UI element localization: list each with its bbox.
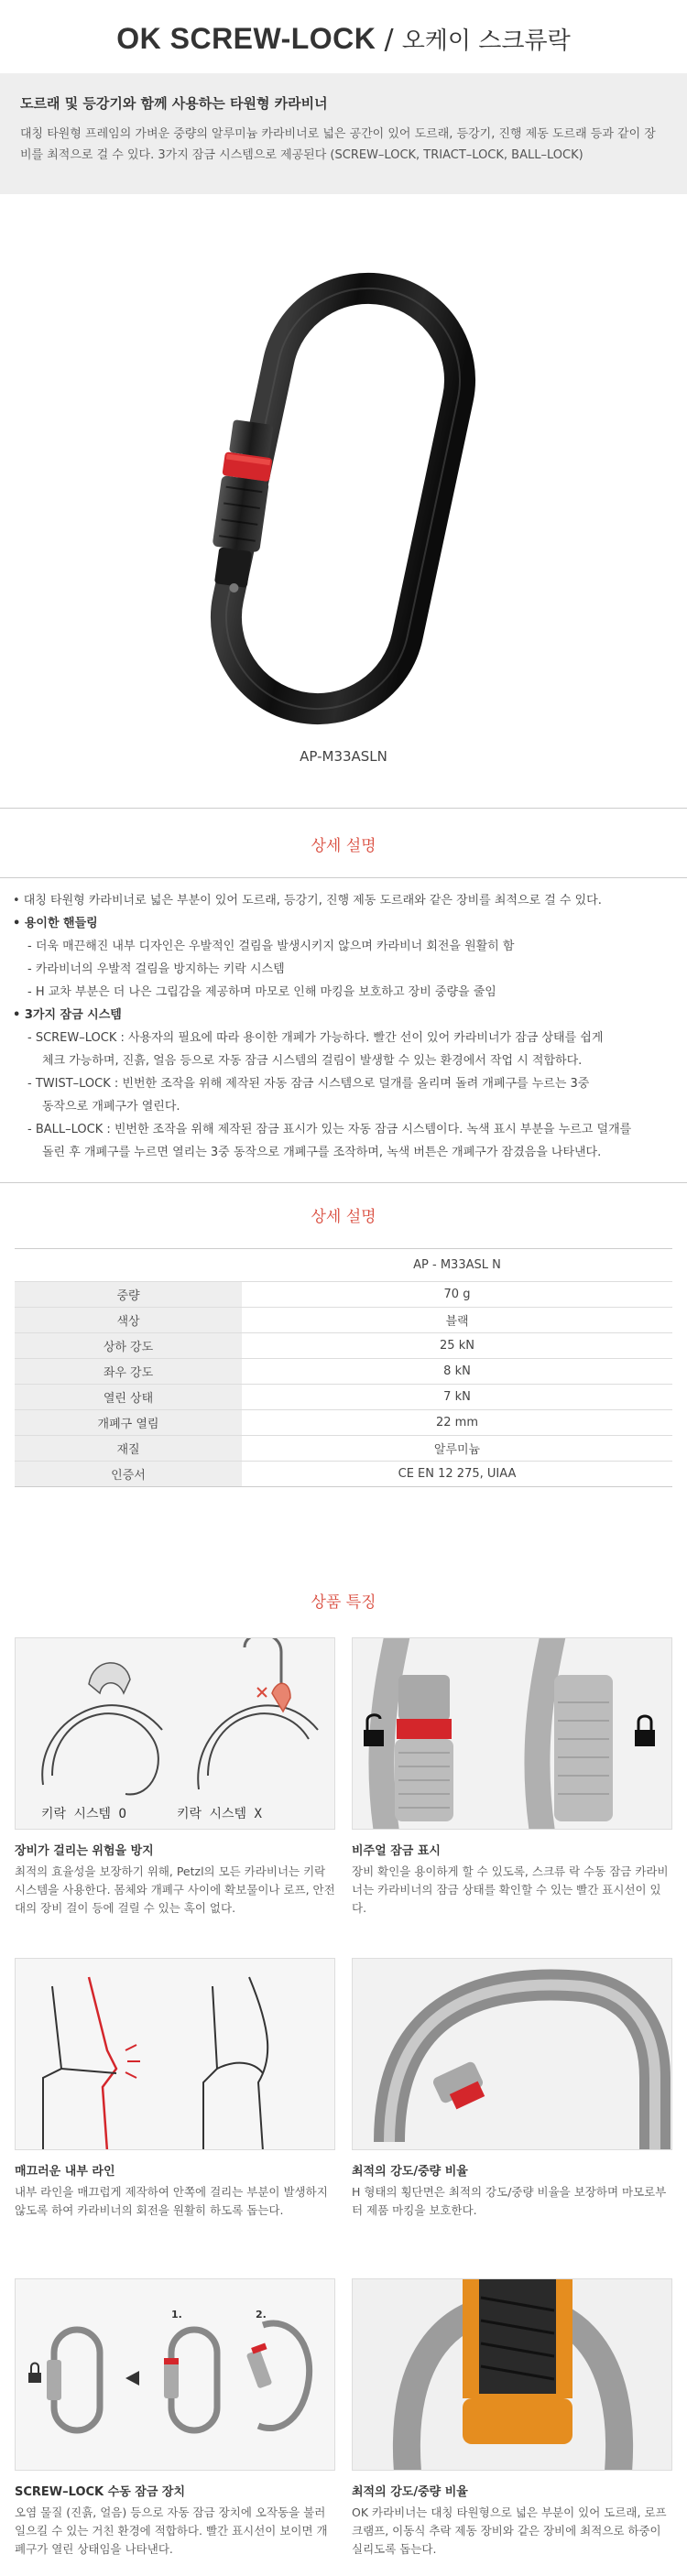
detail-line: 돌린 후 개폐구를 누르면 열리는 3중 동작으로 개폐구를 조작하며, 녹색 버튼은 개폐구가 잠겼음을 나타낸다.	[42, 1146, 602, 1159]
spec-key: 중량	[15, 1282, 242, 1308]
feature-title: 최적의 강도/중량 비율	[352, 2485, 468, 2499]
smooth-line-drawing	[16, 1959, 335, 2150]
details-list	[0, 889, 687, 1164]
carabiner-product-image	[0, 194, 687, 771]
spec-value: 7 kN	[242, 1385, 672, 1410]
details-divider	[0, 877, 687, 878]
intro-heading: 도르래 및 등강기와 함께 사용하는 타원형 카라비너	[20, 95, 328, 112]
feature-body: H 형태의 횡단면은 최적의 강도/중량 비율을 보장하며 마모로부터 제품 마킹을 보호한다.	[352, 2185, 667, 2217]
title-separator: /	[384, 24, 394, 56]
spec-key: 좌우 강도	[15, 1359, 242, 1385]
feature-title: 최적의 강도/중량 비율	[352, 2165, 468, 2179]
spec-key: 열린 상태	[15, 1385, 242, 1410]
spec-table-header	[15, 1249, 672, 1282]
model-name: OK SCREW-LOCK	[116, 22, 376, 55]
features-section-title: 상품 특징	[311, 1593, 376, 1612]
detail-line: - TWIST–LOCK : 빈번한 조작을 위해 제작된 자동 잠금 시스템으로 덜개를 올리며 돌려 개폐구를 누르는 3중	[27, 1077, 590, 1091]
page-title	[0, 0, 687, 73]
visual-lock-photo	[352, 1637, 672, 1830]
spec-key: 인증서	[15, 1462, 242, 1487]
detail-line: - 카라비너의 우발적 걸림을 방지하는 키락 시스템	[27, 962, 285, 976]
oval-shape-photo	[352, 2278, 672, 2471]
spec-row	[15, 1462, 672, 1487]
spec-row	[15, 1436, 672, 1462]
spec-header-model: AP - M33ASL N	[242, 1249, 672, 1282]
spec-value: 알루미늄	[242, 1436, 672, 1462]
smooth-line-illustration	[15, 1958, 335, 2150]
step2-label: 2.	[256, 2309, 267, 2321]
feature-body: 내부 라인을 매끄럽게 제작하여 안쪽에 걸리는 부분이 발생하지 않도록 하여 카라비너의 회전을 원활히 하도록 돕는다.	[15, 2185, 328, 2217]
spec-value: 블랙	[242, 1308, 672, 1333]
spec-header-blank	[15, 1249, 242, 1282]
spec-section-title: 상세 설명	[311, 1208, 376, 1226]
screw-lock-drawing	[16, 2279, 335, 2471]
product-image-area	[0, 194, 687, 771]
features-section	[0, 1589, 687, 2556]
spec-row	[15, 1385, 672, 1410]
feature-body: 오염 물질 (진흙, 얼음) 등으로 자동 잠금 장치에 오작동을 불러일으킬 수 있는 거친 환경에 적합하다. 빨간 표시선이 보이면 개폐구가 열린 상태임을 나타낸다.	[15, 2505, 328, 2556]
details-section-title: 상세 설명	[311, 837, 376, 855]
feature-title: 비주얼 잠금 표시	[352, 1844, 441, 1858]
detail-line: 동작으로 개폐구가 열린다.	[42, 1100, 180, 1114]
spec-row	[15, 1359, 672, 1385]
spec-row	[15, 1333, 672, 1359]
feature-body: OK 카라비너는 대칭 타원형으로 넓은 부분이 있어 도르래, 로프 크램프, 이동식 추락 제동 장비와 같은 장비에 최적으로 하중이 실리도록 돕는다.	[352, 2505, 667, 2556]
detail-line: 체크 가능하며, 진흙, 얼음 등으로 자동 잠금 시스템의 걸림이 발생할 수 있는 환경에서 작업 시 적합하다.	[42, 1054, 583, 1068]
spec-value: CE EN 12 275, UIAA	[242, 1462, 672, 1487]
detail-line: - H 교차 부분은 더 나은 그립감을 제공하며 마모로 인해 마킹을 보호하고 장비 중량을 줄임	[27, 985, 496, 999]
detail-line: • 대칭 타원형 카라비너로 넓은 부분이 있어 도르래, 등강기, 진행 제동 도르래와 같은 장비를 최적으로 걸 수 있다.	[13, 894, 602, 908]
feature-card-h-section	[352, 1958, 672, 2220]
keylock-caption-right: 키락 시스템 X	[177, 1807, 262, 1821]
detail-line: • 용이한 핸들링	[13, 917, 98, 930]
keylock-illustration	[15, 1637, 335, 1830]
feature-card-screw-lock	[15, 2278, 335, 2559]
spec-key: 색상	[15, 1308, 242, 1333]
detail-line: - 더욱 매끈해진 내부 디자인은 우발적인 걸림을 발생시키지 않으며 카라비너 회전을 원활히 함	[27, 940, 515, 953]
feature-card-visual-lock	[352, 1637, 672, 1918]
intro-box	[0, 73, 687, 194]
spec-key: 상하 강도	[15, 1333, 242, 1359]
intro-body: 대칭 타원형 프레임의 가벼운 중량의 알루미늄 카라비너로 넓은 공간이 있어 도르래, 등강기, 진행 제동 도르래 등과 같이 장비를 최적으로 걸 수 있다. 3가지 잠금 시스템으로 제공된다 (SCREW–LOCK, TRIACT–LOCK, BALL–LOCK)	[20, 127, 656, 162]
keylock-caption-left: 키락 시스템 O	[41, 1807, 126, 1821]
spec-table	[15, 1248, 672, 1487]
feature-title: 장비가 걸리는 위험을 방지	[15, 1844, 154, 1858]
feature-body: 장비 확인을 용이하게 할 수 있도록, 스크류 락 수동 잠금 카라비너는 카라비너의 잠금 상태를 확인할 수 있는 빨간 표시선이 있다.	[352, 1864, 669, 1915]
h-section-drawing	[353, 1959, 672, 2150]
oval-shape-drawing	[353, 2279, 672, 2471]
spec-row	[15, 1410, 672, 1436]
h-section-photo	[352, 1958, 672, 2150]
keylock-drawing	[16, 1638, 335, 1830]
feature-title: SCREW–LOCK 수동 잠금 장치	[15, 2485, 186, 2499]
detail-line: • 3가지 잠금 시스템	[13, 1008, 122, 1022]
spec-key: 재질	[15, 1436, 242, 1462]
feature-title: 매끄러운 내부 라인	[15, 2165, 115, 2179]
detail-line: - BALL–LOCK : 빈번한 조작을 위해 제작된 잠금 표시가 있는 자동 잠금 시스템이다. 녹색 표시 부분을 누르고 덜개를	[27, 1123, 632, 1136]
step1-label: 1.	[171, 2309, 182, 2321]
korean-name: 오케이 스크류락	[401, 27, 571, 55]
feature-card-smooth-line	[15, 1958, 335, 2220]
spec-row	[15, 1308, 672, 1333]
spec-value: 70 g	[242, 1282, 672, 1308]
feature-card-oval-shape	[352, 2278, 672, 2559]
feature-body: 최적의 효율성을 보장하기 위해, Petzl의 모든 카라비너는 키락 시스템을 사용한다. 몸체와 개폐구 사이에 확보물이나 로프, 안전대의 장비 걸이 등에 걸릴 수 있는 혹이 없다.	[15, 1864, 335, 1915]
spec-key: 개폐구 열림	[15, 1410, 242, 1436]
spec-value: 25 kN	[242, 1333, 672, 1359]
spec-row	[15, 1282, 672, 1308]
spec-value: 8 kN	[242, 1359, 672, 1385]
visual-lock-drawing	[353, 1638, 672, 1830]
detail-line: - SCREW–LOCK : 사용자의 필요에 따라 용이한 개폐가 가능하다. 빨간 선이 있어 카라비너가 잠금 상태를 쉽게	[27, 1031, 604, 1045]
screw-lock-illustration	[15, 2278, 335, 2471]
spec-value: 22 mm	[242, 1410, 672, 1436]
product-code: AP-M33ASLN	[300, 748, 387, 765]
feature-card-keylock	[15, 1637, 335, 1918]
